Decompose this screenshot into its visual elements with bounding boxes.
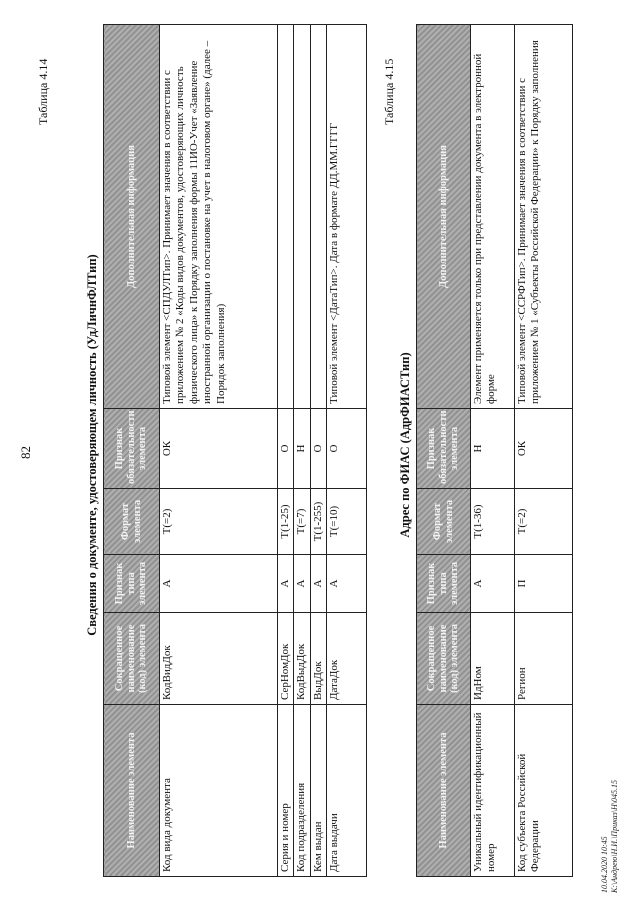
cell-info — [310, 25, 326, 409]
table-1-header-row — [104, 25, 160, 877]
table-row — [278, 25, 294, 877]
table-row — [471, 25, 515, 877]
header-info: Дополнительная информация — [104, 25, 160, 409]
header-info: Дополнительная информация — [417, 25, 471, 409]
header-format: Формат элемента — [104, 489, 160, 555]
cell-required: О — [278, 409, 294, 489]
cell-format: T(=2) — [515, 489, 573, 555]
cell-format: T(=2) — [160, 489, 278, 555]
page-number: 82 — [18, 446, 33, 459]
cell-required: ОК — [515, 409, 573, 489]
cell-type: А — [327, 555, 367, 613]
cell-code: Регион — [515, 613, 573, 705]
table-2-title: Адрес по ФИАС (АдрФИАСТип) — [398, 352, 412, 538]
header-name: Наименование элемента — [417, 705, 471, 877]
header-type: Признак типа элемента — [417, 555, 471, 613]
cell-code: КодВыдДок — [294, 613, 310, 705]
cell-type: А — [160, 555, 278, 613]
header-name: Наименование элемента — [104, 705, 160, 877]
header-required: Признак обязательности элемента — [104, 409, 160, 489]
cell-type: А — [294, 555, 310, 613]
table-row — [294, 25, 310, 877]
table-2-header-row — [417, 25, 471, 877]
cell-required: ОК — [160, 409, 278, 489]
cell-type: А — [471, 555, 515, 613]
table-row — [515, 25, 573, 877]
header-required: Признак обязательности элемента — [417, 409, 471, 489]
cell-info: Типовой элемент <ДатаТип>. Дата в формате ДД.ММ.ГГГГ — [327, 25, 367, 409]
cell-name: Код субъекта Российской Федерации — [515, 705, 573, 877]
cell-name: Код вида документа — [160, 705, 278, 877]
cell-code: КодВидДок — [160, 613, 278, 705]
header-code: Сокращенное наименование (код) элемента — [417, 613, 471, 705]
cell-required: О — [310, 409, 326, 489]
footer-date: 10.04.2020 10:45 — [600, 836, 609, 893]
cell-name: Кем выдан — [310, 705, 326, 877]
cell-name: Дата выдачи — [327, 705, 367, 877]
table-row — [327, 25, 367, 877]
cell-type: А — [278, 555, 294, 613]
cell-name: Код подразделения — [294, 705, 310, 877]
cell-code: ДатаДок — [327, 613, 367, 705]
header-code: Сокращенное наименование (код) элемента — [104, 613, 160, 705]
cell-format: T(=7) — [294, 489, 310, 555]
cell-required: Н — [294, 409, 310, 489]
cell-required: Н — [471, 409, 515, 489]
cell-info: Элемент применяется только при представлении документа в электронной форме — [471, 25, 515, 409]
footer-path: К:\Андрею\Н.И.\Приказ\Н\045.15 — [610, 780, 619, 893]
table-row — [310, 25, 326, 877]
header-type: Признак типа элемента — [104, 555, 160, 613]
table-1-label: Таблица 4.14 — [36, 58, 50, 125]
cell-required: О — [327, 409, 367, 489]
cell-code: ИдНом — [471, 613, 515, 705]
footer — [600, 780, 620, 893]
cell-code: ВыдДок — [310, 613, 326, 705]
cell-info — [278, 25, 294, 409]
cell-name: Серия и номер — [278, 705, 294, 877]
header-format: Формат элемента — [417, 489, 471, 555]
cell-name: Уникальный идентификационный номер — [471, 705, 515, 877]
table-1 — [103, 24, 367, 877]
cell-info: Типовой элемент <СПДУЛТип>. Принимает значения в соответствии с приложением № 2 «Коды видов документов, удостоверяющих личность физического лица» к Порядку заполнения формы 11ИО-Учет «Заявление иностранной организации о постановке на учет в налоговом органе» (далее – Порядок заполнения) — [160, 25, 278, 409]
cell-format: T(1-25) — [278, 489, 294, 555]
cell-type: П — [515, 555, 573, 613]
table-1-title: Сведения о документе, удостоверяющем личность (УдЛичнФЛТип) — [85, 254, 99, 636]
cell-type: А — [310, 555, 326, 613]
cell-format: T(=10) — [327, 489, 367, 555]
cell-info — [294, 25, 310, 409]
cell-format: T(1-36) — [471, 489, 515, 555]
table-row — [160, 25, 278, 877]
cell-info: Типовой элемент <ССРФТип>. Принимает значения в соответствии с приложением № 1 «Субъекты Российской Федерации» к Порядку заполнения — [515, 25, 573, 409]
table-2-label: Таблица 4.15 — [382, 58, 396, 125]
cell-format: T(1-255) — [310, 489, 326, 555]
cell-code: СерНомДок — [278, 613, 294, 705]
table-2 — [416, 24, 573, 877]
